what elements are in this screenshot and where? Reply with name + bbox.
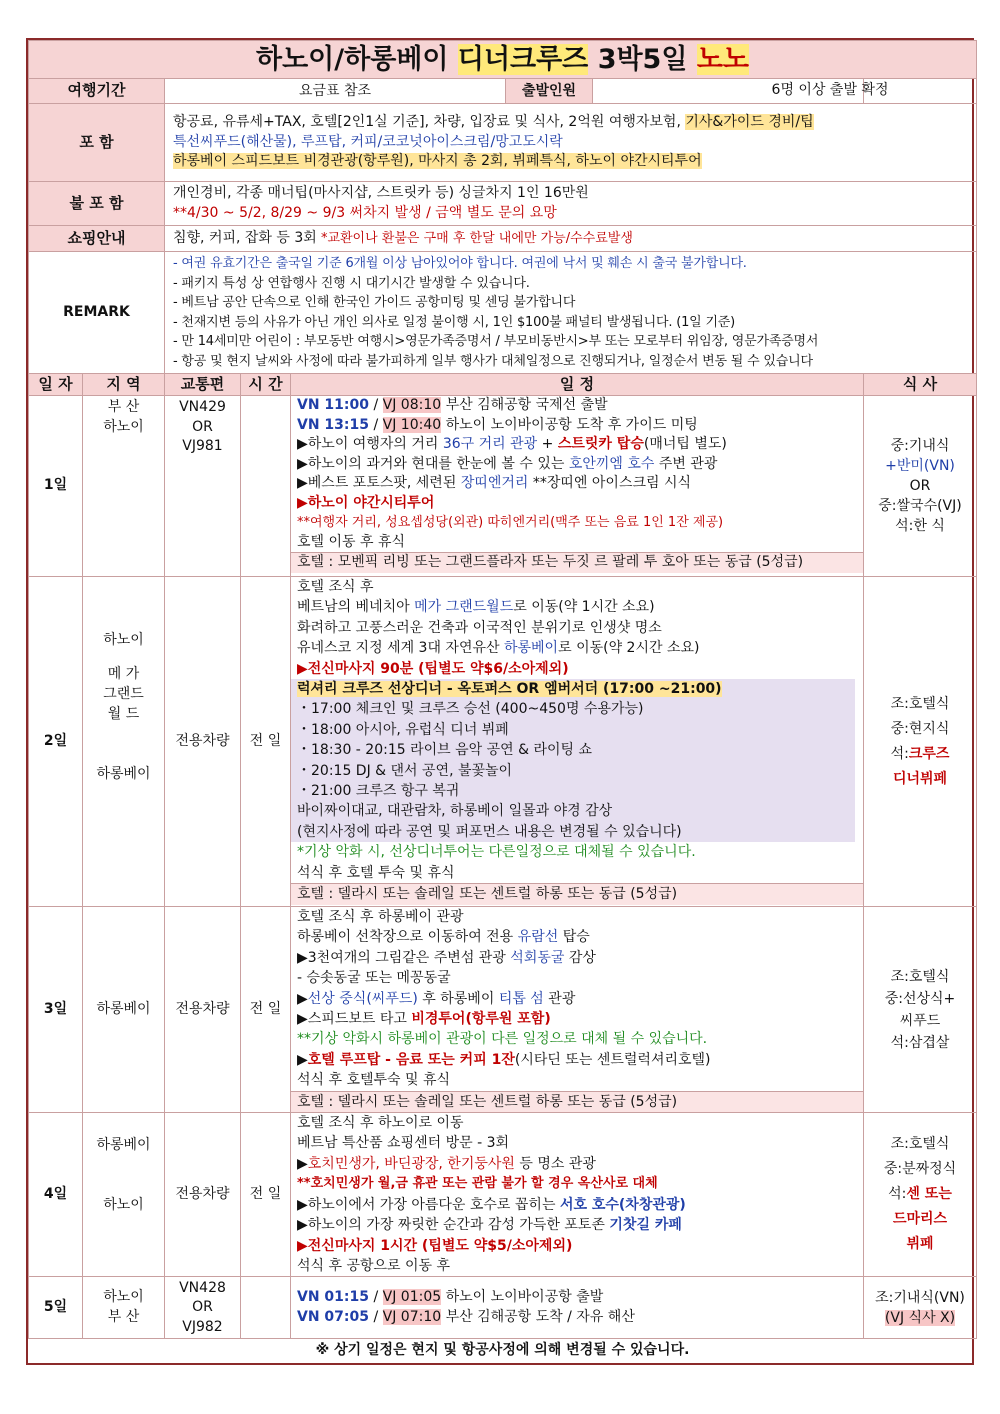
schedule-header: 일 자 지 역 교통편 시 간 일 정 식 사: [29, 374, 977, 396]
day2-schedule: 호텔 조식 후 베트남의 베네치아 메가 그랜드월드로 이동(약 1시간 소요) 화려하고 고풍스러운 건축과 이국적인 분위기로 인생샷 명소 유네스코 지정 세계 3대 자연유산 하롱베이로 이동(약 2시간 소요) ▶전신마사지 90분 (팁별도 약$6/소아제외) 럭셔리 크루즈 선상디너 - 옥토퍼스 OR 엠버서더 (17:00 ~21:00) ・17:00 체크인 및 크루즈 승선 (400~450명 수용가능) ・18:00 아시아, 유럽식 디너 뷔페 ・18:30 - 20:15 라이브 음악 공연 & 라이팅 쇼 ・20:15 DJ & 댄서 공연, 불꽃놀이 ・21:00 크루즈 항구 복귀 바이짜이대교, 대관람차, 하롱베이 일몰과 야경 감상 (현지사정에 따라 공연 및 퍼포먼스 내용은 변경될 수 있습니다) *기상 악화 시, 선상디너투어는 다른일정으로 대체될 수 있습니다. 석식 후 호텔 투숙 및 휴식 호텔 : 델라시 또는 솔레일 또는 센트럴 하롱 또는 동급 (5성급): [291, 577, 864, 907]
exclude-label: 불 포 함: [29, 182, 165, 226]
day-row-4: 4일 하롱베이 하노이 전용차량 전 일 호텔 조식 후 하노이로 이동 베트남 특산품 쇼핑센터 방문 - 3회 ▶호치민생가, 바딘광장, 한기둥사원 등 명소 관광 **호치민생가 월,금 휴관 또는 관람 불가 할 경우 옥산사로 대체 ▶하노이에서 가장 아름다운 호수로 꼽히는 서호 호수(차창관광) ▶하노이의 가장 짜릿한 순간과 감성 가득한 포토존 기찻길 카페 ▶전신마사지 1시간 (팁별도 약$5/소아제외) 석식 후 공항으로 이동 후 조:호텔식 중:분짜정식 석:센 또는 드마리스 뷔페: [29, 1113, 977, 1277]
remark-content: - 여권 유효기간은 출국일 기준 6개월 이상 남아있어야 합니다. 여권에 낙서 및 훼손 시 출국 불가합니다. - 패키지 특성 상 연합행사 진행 시 대기시간 발생할 수 있습니다. - 베트남 공안 단속으로 인해 한국인 가이드 공항미팅 및 센딩 불가합니다 - 천재지변 등의 사유가 아닌 개인 의사로 일정 불이행 시, 1인 $100불 패널티 발생됩니다. (1일 기준) - 만 14세미만 어린이 : 부모동반 여행시>영문가족증명서 / 부모비동반시>부 또는 모로부터 위임장, 영문가족증명서 - 항공 및 현지 날씨와 사정에 따라 불가피하게 일부 행사가 대체일정으로 진행되거나, 일정순서 변동 될 수 있습니다: [165, 252, 977, 374]
day1-hotel: 호텔 : 모벤픽 리빙 또는 그랜드플라자 또는 두짓 르 팔레 투 호아 또는 동급 (5성급): [291, 552, 863, 573]
title-product: 디너크루즈: [457, 43, 589, 75]
period-value: 요금표 참조: [298, 83, 372, 99]
day-row-1: 1일 부 산 하노이 VN429 OR VJ981 VN 11:00 / VJ 08:10 부산 김해공항 국제선 출발 VN 13:15 / VJ 10:40 하노이 노이바이공항 도착 후 가이드 미팅 ▶하노이 여행자의 거리 36구 거리 관광 + 스트릿카 탑승(매너팁 별도) ▶하노이의 과거와 현대를 한눈에 볼 수 있는 호안끼엠 호수 주변 관광 ▶베스트 포토스팟, 세련된 장띠엔거리 **장띠엔 아이스크림 시식 ▶하노이 야간시티투어 **여행자 거리, 성요셉성당(외관) 따히엔거리(맥주 또는 음료 1인 1잔 제공) 호텔 이동 후 휴식 호텔 : 모벤픽 리빙 또는 그랜드플라자 또는 두짓 르 팔레 투 호아 또는 동급 (5성급) 중:기내식 +반미(VN) OR 중:쌀국수(VJ) 석:한 식: [29, 396, 977, 577]
people-value: 6명 이상 출발 확정: [864, 79, 977, 104]
shopping-content: 침향, 커피, 잡화 등 3회 *교환이나 환불은 구매 후 한달 내에만 가능/수수료발생: [165, 226, 977, 252]
day1-schedule: VN 11:00 / VJ 08:10 부산 김해공항 국제선 출발 VN 13:15 / VJ 10:40 하노이 노이바이공항 도착 후 가이드 미팅 ▶하노이 여행자의 거리 36구 거리 관광 + 스트릿카 탑승(매너팁 별도) ▶하노이의 과거와 현대를 한눈에 볼 수 있는 호안끼엠 호수 주변 관광 ▶베스트 포토스팟, 세련된 장띠엔거리 **장띠엔 아이스크림 시식 ▶하노이 야간시티투어 **여행자 거리, 성요셉성당(외관) 따히엔거리(맥주 또는 음료 1인 1잔 제공) 호텔 이동 후 휴식 호텔 : 모벤픽 리빙 또는 그랜드플라자 또는 두짓 르 팔레 투 호아 또는 동급 (5성급): [291, 396, 864, 577]
day5-schedule: VN 01:15 / VJ 01:05 하노이 노이바이공항 출발 VN 07:05 / VJ 07:10 부산 김해공항 도착 / 자유 해산: [291, 1277, 864, 1339]
day2-meal: 조:호텔식 중:현지식 석:크루즈 디너뷔페: [864, 577, 977, 907]
include-line-2: 특선씨푸드(해산물), 루프탑, 커피/코코넛아이스크림/망고도시락: [173, 133, 563, 150]
day1-meal: 중:기내식 +반미(VN) OR 중:쌀국수(VJ) 석:한 식: [864, 396, 977, 577]
day3-hotel: 호텔 : 델라시 또는 솔레일 또는 센트럴 하롱 또는 동급 (5성급): [291, 1091, 863, 1112]
day3-meal: 조:호텔식 중:선상식+ 씨푸드 석:삼겹살: [864, 907, 977, 1113]
day-row-5: 5일 하노이 부 산 VN428 OR VJ982 VN 01:15 / VJ 01:05 하노이 노이바이공항 출발 VN 07:05 / VJ 07:10 부산 김해공항 도착 / 자유 해산 조:기내식(VN) (VJ 식사 X): [29, 1277, 977, 1339]
exclude-content: 개인경비, 각종 매너팁(마사지샵, 스트릿카 등) 싱글차지 1인 16만원 **4/30 ~ 5/2, 8/29 ~ 9/3 써차지 발생 / 금액 별도 문의 요망: [165, 182, 977, 226]
cruise-box: 럭셔리 크루즈 선상디너 - 옥토퍼스 OR 엠버서더 (17:00 ~21:00) ・17:00 체크인 및 크루즈 승선 (400~450명 수용가능) ・18:00 아시아, 유럽식 디너 뷔페 ・18:30 - 20:15 라이브 음악 공연 & 라이팅 쇼 ・20:15 DJ & 댄서 공연, 불꽃놀이 ・21:00 크루즈 항구 복귀 바이짜이대교, 대관람차, 하롱베이 일몰과 야경 감상 (현지사정에 따라 공연 및 퍼포먼스 내용은 변경될 수 있습니다): [291, 679, 855, 842]
include-line-3: 하롱베이 스피드보트 비경관광(항루원), 마사지 총 2회, 뷔페특식, 하노이 야간시티투어: [173, 153, 702, 170]
day-row-2: 2일 하노이 메 가 그랜드 월 드 하롱베이 전용차량 전 일 호텔 조식 후 베트남의 베네치아 메가 그랜드월드로 이동(약 1시간 소요) 화려하고 고풍스러운 건축과 이국적인 분위기로 인생샷 명소 유네스코 지정 세계 3대 자연유산 하롱베이로 이동(약 2시간 소요) ▶전신마사지 90분 (팁별도 약$6/소아제외) 럭셔리 크루즈 선상디너 - 옥토퍼스 OR 엠버서더 (17:00 ~21:00) ・17:00 체크인 및 크루즈 승선 (400~450명 수용가능) ・18:00 아시아, 유럽식 디너 뷔페 ・18:30 - 20:15 라이브 음악 공연 & 라이팅 쇼 ・20:15 DJ & 댄서 공연, 불꽃놀이 ・21:00 크루즈 항구 복귀 바이짜이대교, 대관람차, 하롱베이 일몰과 야경 감상 (현지사정에 따라 공연 및 퍼포먼스 내용은 변경될 수 있습니다) *기상 악화 시, 선상디너투어는 다른일정으로 대체될 수 있습니다. 석식 후 호텔 투숙 및 휴식 호텔 : 델라시 또는 솔레일 또는 센트럴 하롱 또는 동급 (5성급) 조:호텔식 중:현지식 석:크루즈 디너뷔페: [29, 577, 977, 907]
include-content: 항공료, 유류세+TAX, 호텔[2인1실 기준], 차량, 입장료 및 식사, 2억원 여행자보험, 기사&가이드 경비/팁 특선씨푸드(해산물), 루프탑, 커피/코코넛아이스크림/망고도시락 하롱베이 스피드보트 비경관광(항루원), 마사지 총 2회, 뷔페특식, 하노이 야간시티투어: [165, 104, 977, 182]
title-duration: 3박5일: [597, 43, 688, 75]
day-row-3: 3일 하롱베이 전용차량 전 일 호텔 조식 후 하롱베이 관광 하롱베이 선착장으로 이동하여 전용 유람선 탑승 ▶3천여개의 그림같은 주변섬 관광 석회동굴 감상 - 승솟동굴 또는 메꽁동굴 ▶선상 중식(씨푸드) 후 하롱베이 티톱 섬 관광 ▶스피드보트 타고 비경투어(항루원 포함) **기상 악화시 하롱베이 관광이 다른 일정으로 대체 될 수 있습니다. ▶호텔 루프탑 - 음료 또는 커피 1잔(시타딘 또는 센트럴럭셔리호텔) 석식 후 호텔투숙 및 휴식 호텔 : 델라시 또는 솔레일 또는 센트럴 하롱 또는 동급 (5성급) 조:호텔식 중:선상식+ 씨푸드 석:삼겹살: [29, 907, 977, 1113]
footer-note: ※ 상기 일정은 현지 및 항공사정에 의해 변경될 수 있습니다.: [315, 1342, 690, 1359]
period-label: 여행기간: [29, 79, 165, 104]
day4-schedule: 호텔 조식 후 하노이로 이동 베트남 특산품 쇼핑센터 방문 - 3회 ▶호치민생가, 바딘광장, 한기둥사원 등 명소 관광 **호치민생가 월,금 휴관 또는 관람 불가 할 경우 옥산사로 대체 ▶하노이에서 가장 아름다운 호수로 꼽히는 서호 호수(차창관광) ▶하노이의 가장 짜릿한 순간과 감성 가득한 포토존 기찻길 카페 ▶전신마사지 1시간 (팁별도 약$5/소아제외) 석식 후 공항으로 이동 후: [291, 1113, 864, 1277]
title-tag: 노노: [696, 43, 750, 75]
itinerary-table: [28, 40, 977, 1363]
itinerary-document: [26, 38, 974, 1365]
people-label: 출발인원: [505, 79, 593, 103]
include-label: 포 함: [29, 104, 165, 182]
day2-hotel: 호텔 : 델라시 또는 솔레일 또는 센트럴 하롱 또는 동급 (5성급): [291, 883, 863, 904]
remark-label: REMARK: [29, 252, 165, 374]
page-title: [29, 41, 977, 79]
day5-meal: 조:기내식(VN) (VJ 식사 X): [864, 1277, 977, 1339]
day3-schedule: 호텔 조식 후 하롱베이 관광 하롱베이 선착장으로 이동하여 전용 유람선 탑승 ▶3천여개의 그림같은 주변섬 관광 석회동굴 감상 - 승솟동굴 또는 메꽁동굴 ▶선상 중식(씨푸드) 후 하롱베이 티톱 섬 관광 ▶스피드보트 타고 비경투어(항루원 포함) **기상 악화시 하롱베이 관광이 다른 일정으로 대체 될 수 있습니다. ▶호텔 루프탑 - 음료 또는 커피 1잔(시타딘 또는 센트럴럭셔리호텔) 석식 후 호텔투숙 및 휴식 호텔 : 델라시 또는 솔레일 또는 센트럴 하롱 또는 동급 (5성급): [291, 907, 864, 1113]
day4-meal: 조:호텔식 중:분짜정식 석:센 또는 드마리스 뷔페: [864, 1113, 977, 1277]
title-route: 하노이/하롱베이: [256, 43, 449, 75]
period-cell: [165, 79, 864, 104]
shopping-label: 쇼핑안내: [29, 226, 165, 252]
